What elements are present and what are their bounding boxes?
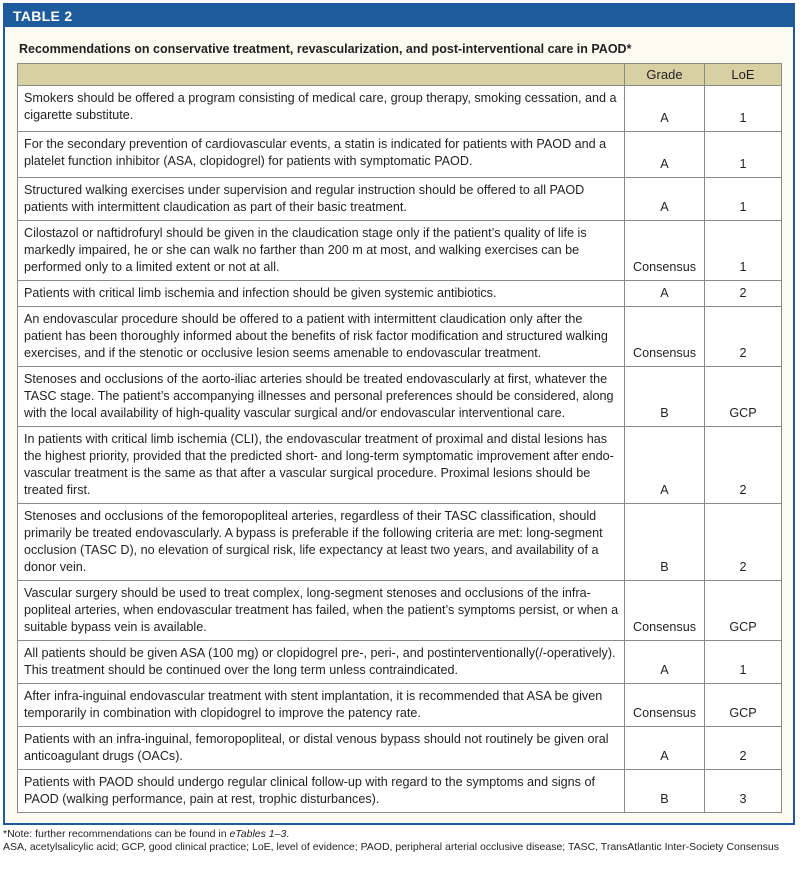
footnote-abbreviations: ASA, acetylsalicylic acid; GCP, good clinical practice; LoE, level of evidence; PAOD, peripheral arterial occlusive disease; TASC, TransAtlantic Inter-Society Consensus (3, 841, 779, 853)
footnote-note-suffix: . (286, 828, 290, 840)
loe-cell: 1 (705, 178, 782, 221)
grade-cell: Consensus (625, 684, 705, 727)
table-row (18, 86, 782, 132)
table-row (18, 684, 782, 727)
table-row (18, 504, 782, 581)
recommendation-text: Patients with an infra-inguinal, femoropopliteal, or distal venous bypass should not routinely be given oral anticoagulant drugs (OACs). (18, 727, 625, 770)
grade-cell: A (625, 641, 705, 684)
table-row (18, 178, 782, 221)
table-row (18, 221, 782, 281)
recommendation-text: Patients with critical limb ischemia and infection should be given systemic antibiotics. (18, 281, 625, 307)
grade-cell: A (625, 727, 705, 770)
column-header-recommendation (18, 64, 625, 86)
loe-cell: 1 (705, 221, 782, 281)
table-row (18, 132, 782, 178)
loe-cell: GCP (705, 367, 782, 427)
column-header-row (18, 64, 782, 86)
recommendation-text: Smokers should be offered a program consisting of medical care, group therapy, smoking cessation, and a cigarette substitute. (18, 86, 625, 132)
recommendation-text: Patients with PAOD should undergo regular clinical follow-up with regard to the symptoms and signs of PAOD (walking performance, pain at rest, trophic disturbances). (18, 770, 625, 813)
grade-cell: B (625, 504, 705, 581)
loe-cell: 1 (705, 132, 782, 178)
loe-cell: 3 (705, 770, 782, 813)
recommendation-text: All patients should be given ASA (100 mg) or clopidogrel pre-, peri-, and postinterventionally(/-operatively). This treatment should be continued over the long term unless contraindicated. (18, 641, 625, 684)
grade-cell: B (625, 367, 705, 427)
table-body (18, 86, 782, 813)
loe-cell: 2 (705, 504, 782, 581)
recommendation-text: Structured walking exercises under supervision and regular instruction should be offered to all PAOD patients with intermittent claudication as part of their basic treatment. (18, 178, 625, 221)
column-header-loe: LoE (705, 64, 782, 86)
grade-cell: B (625, 770, 705, 813)
grade-cell: A (625, 86, 705, 132)
column-header-grade: Grade (625, 64, 705, 86)
footnote-note-prefix: *Note: further recommendations can be found in (3, 828, 230, 840)
table-row (18, 427, 782, 504)
table-label: TABLE 2 (5, 5, 793, 27)
grade-cell: A (625, 178, 705, 221)
grade-cell: Consensus (625, 307, 705, 367)
loe-cell: 2 (705, 427, 782, 504)
loe-cell: 2 (705, 307, 782, 367)
recommendation-text: Vascular surgery should be used to treat complex, long-segment stenoses and occlusions of the infra-popliteal arteries, when endovascular treatment has failed, when the patient’s symptoms persist, or when a suitable bypass vein is available. (18, 581, 625, 641)
recommendation-text: In patients with critical limb ischemia (CLI), the endovascular treatment of proximal and distal lesions has the highest priority, provided that the predicted short- and long-term symptomatic improvement after endo-vascular treatment is the same as that after a vascular surgical procedure. Proximal lesions should be treated first. (18, 427, 625, 504)
grade-cell: A (625, 427, 705, 504)
loe-cell: 2 (705, 727, 782, 770)
table-row (18, 581, 782, 641)
table-row (18, 281, 782, 307)
recommendation-text: For the secondary prevention of cardiovascular events, a statin is indicated for patients with PAOD and a platelet function inhibitor (ASA, clopidogrel) for patients with symptomatic PAOD. (18, 132, 625, 178)
grade-cell: A (625, 281, 705, 307)
recommendation-text: After infra-inguinal endovascular treatment with stent implantation, it is recommended that ASA be given temporarily in combination with clopidogrel to improve the patency rate. (18, 684, 625, 727)
recommendation-text: An endovascular procedure should be offered to a patient with intermittent claudication only after the patient has been thoroughly informed about the benefits of risk factor modification and structured walking exercises, and if the stenotic or occlusive lesion seems amenable to endovascular treatment. (18, 307, 625, 367)
table-caption: Recommendations on conservative treatment, revascularization, and post-interventional care in PAOD* (19, 42, 632, 56)
recommendation-text: Cilostazol or naftidrofuryl should be given in the claudication stage only if the patient’s quality of life is markedly impaired, he or she can walk no farther than 200 m at most, and walking exercises can be performed only to a limited extent or not at all. (18, 221, 625, 281)
table-row (18, 641, 782, 684)
loe-cell: 2 (705, 281, 782, 307)
loe-cell: 1 (705, 86, 782, 132)
table-row (18, 727, 782, 770)
grade-cell: A (625, 132, 705, 178)
table-row (18, 367, 782, 427)
footnote-note (3, 828, 793, 841)
recommendations-table (17, 63, 782, 813)
grade-cell: Consensus (625, 221, 705, 281)
loe-cell: GCP (705, 684, 782, 727)
loe-cell: GCP (705, 581, 782, 641)
grade-cell: Consensus (625, 581, 705, 641)
recommendation-text: Stenoses and occlusions of the femoropopliteal arteries, regardless of their TASC classification, should primarily be treated endovascularly. A bypass is preferable if the following criteria are met: long-segment occlusion (TASC D), no elevation of surgical risk, life expectancy at least two years, and availability of a donor vein. (18, 504, 625, 581)
loe-cell: 1 (705, 641, 782, 684)
etables-reference: eTables 1–3 (229, 828, 287, 840)
footnotes (3, 828, 793, 854)
recommendation-text: Stenoses and occlusions of the aorto-iliac arteries should be treated endovascularly at first, whatever the TASC stage. The patient’s accompanying illnesses and personal preferences should be considered, along with the local availability of high-quality vascular surgical and/or endovascular interventional care. (18, 367, 625, 427)
table-panel (3, 3, 795, 825)
table-row (18, 307, 782, 367)
table-row (18, 770, 782, 813)
